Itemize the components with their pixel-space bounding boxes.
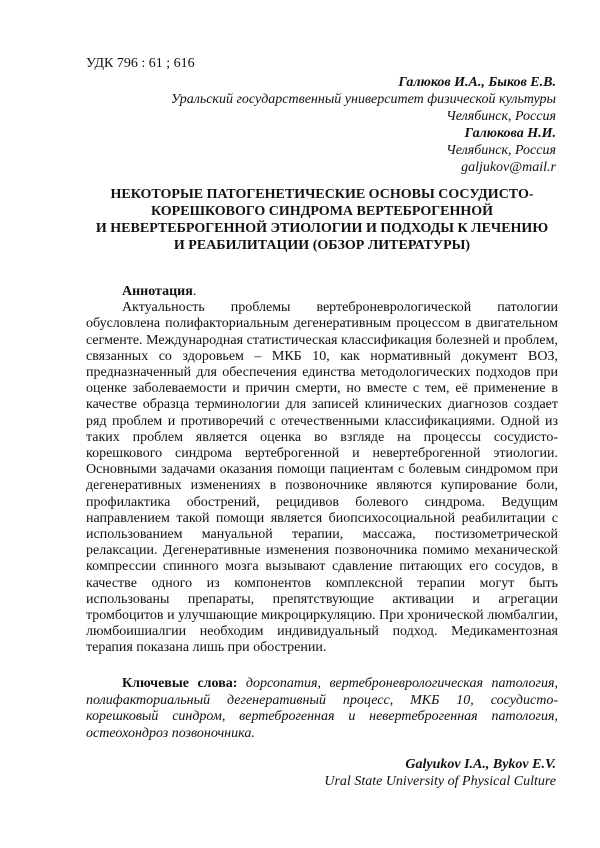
authors-names-2: Галюкова Н.И. xyxy=(464,126,556,141)
title-line: НЕКОТОРЫЕ ПАТОГЕНЕТИЧЕСКИЕ ОСНОВЫ СОСУДИСТО- xyxy=(110,187,534,202)
abstract-heading xyxy=(86,284,558,300)
english-author-names: Galyukov I.A., Bykov E.V. xyxy=(405,757,556,772)
abstract-section xyxy=(86,284,558,657)
keywords-label: Ключевые слова: xyxy=(122,676,238,691)
abstract-text: Актуальность проблемы вертеброневрологической патологии обусловлена полифакториальным дегенеративным процессом в двигательном сегменте. Международная статистическая классификация болезней и проблем, связанных со здоровьем – МКБ 10, как нормативный документ ВОЗ, предназначенный для обеспечения единства методологических подходов при оценке заболеваемости и причин смерти, но вместе с тем, её применение в качестве образца терминологии для записей клинических диагнозов создает ряд проблем и противоречий с отечественными классификациями. Одной из таких проблем является оценка во взгляде на процессы сосудисто-корешкового синдрома вертеброгенной и невертеброгенной этиологии. Основными задачами оказания помощи пациентам с болевым синдромом при дегенеративных изменениях в позвоночнике являются купирование боли, профилактика обострений, рецидивов болевого синдрома. Ведущим направлением такой помощи является биопсихосоциальной реабилитации с использованием мануальной терапии, массажа, постизометрической релаксации. Дегенеративные изменения позвоночника помимо механической компрессии спинного мозга вызывают сдавление питающих его сосудов, в качестве одного из компонентов комплексной терапии могут быть использованы препараты, препятствующие активации и агрегации тромбоцитов и улучшающие микроциркуляцию. При хронической люмбалгии, люмбоишиалгии необходим индивидуальный подход. Медикаментозная терапия показана лишь при обострении. xyxy=(86,300,558,656)
authors-names-1: Галюков И.А., Быков Е.В. xyxy=(398,75,556,90)
affiliation-university: Уральский государственный университет физической культуры xyxy=(170,92,556,107)
affiliation-city-2: Челябинск, Россия xyxy=(446,143,556,158)
english-authors-block xyxy=(324,756,556,790)
author-email: galjukov@mail.r xyxy=(461,160,556,175)
title-line: КОРЕШКОВОГО СИНДРОМА ВЕРТЕБРОГЕННОЙ xyxy=(150,204,494,219)
english-affiliation: Ural State University of Physical Culture xyxy=(324,774,556,789)
abstract-heading-label: Аннотация xyxy=(122,284,193,299)
title-line: И РЕАБИЛИТАЦИИ (ОБЗОР ЛИТЕРАТУРЫ) xyxy=(173,238,471,253)
title-line: И НЕВЕРТЕБРОГЕННОЙ ЭТИОЛОГИИ И ПОДХОДЫ К ЛЕЧЕНИЮ xyxy=(95,221,549,236)
article-title xyxy=(84,186,560,254)
keywords-text: дорсопатия, вертеброневрологическая патология, полифакториальный дегенеративный процесс, МКБ 10, сосудисто-корешковый синдром, вертеброгенная и невертеброгенная патология, остеохондроз позвоночника. xyxy=(86,676,558,741)
abstract-heading-period: . xyxy=(192,284,197,299)
udk-code: УДК 796 : 61 ; 616 xyxy=(86,56,195,71)
authors-block xyxy=(171,74,556,176)
affiliation-city-1: Челябинск, Россия xyxy=(446,109,556,124)
keywords-section xyxy=(86,676,558,742)
